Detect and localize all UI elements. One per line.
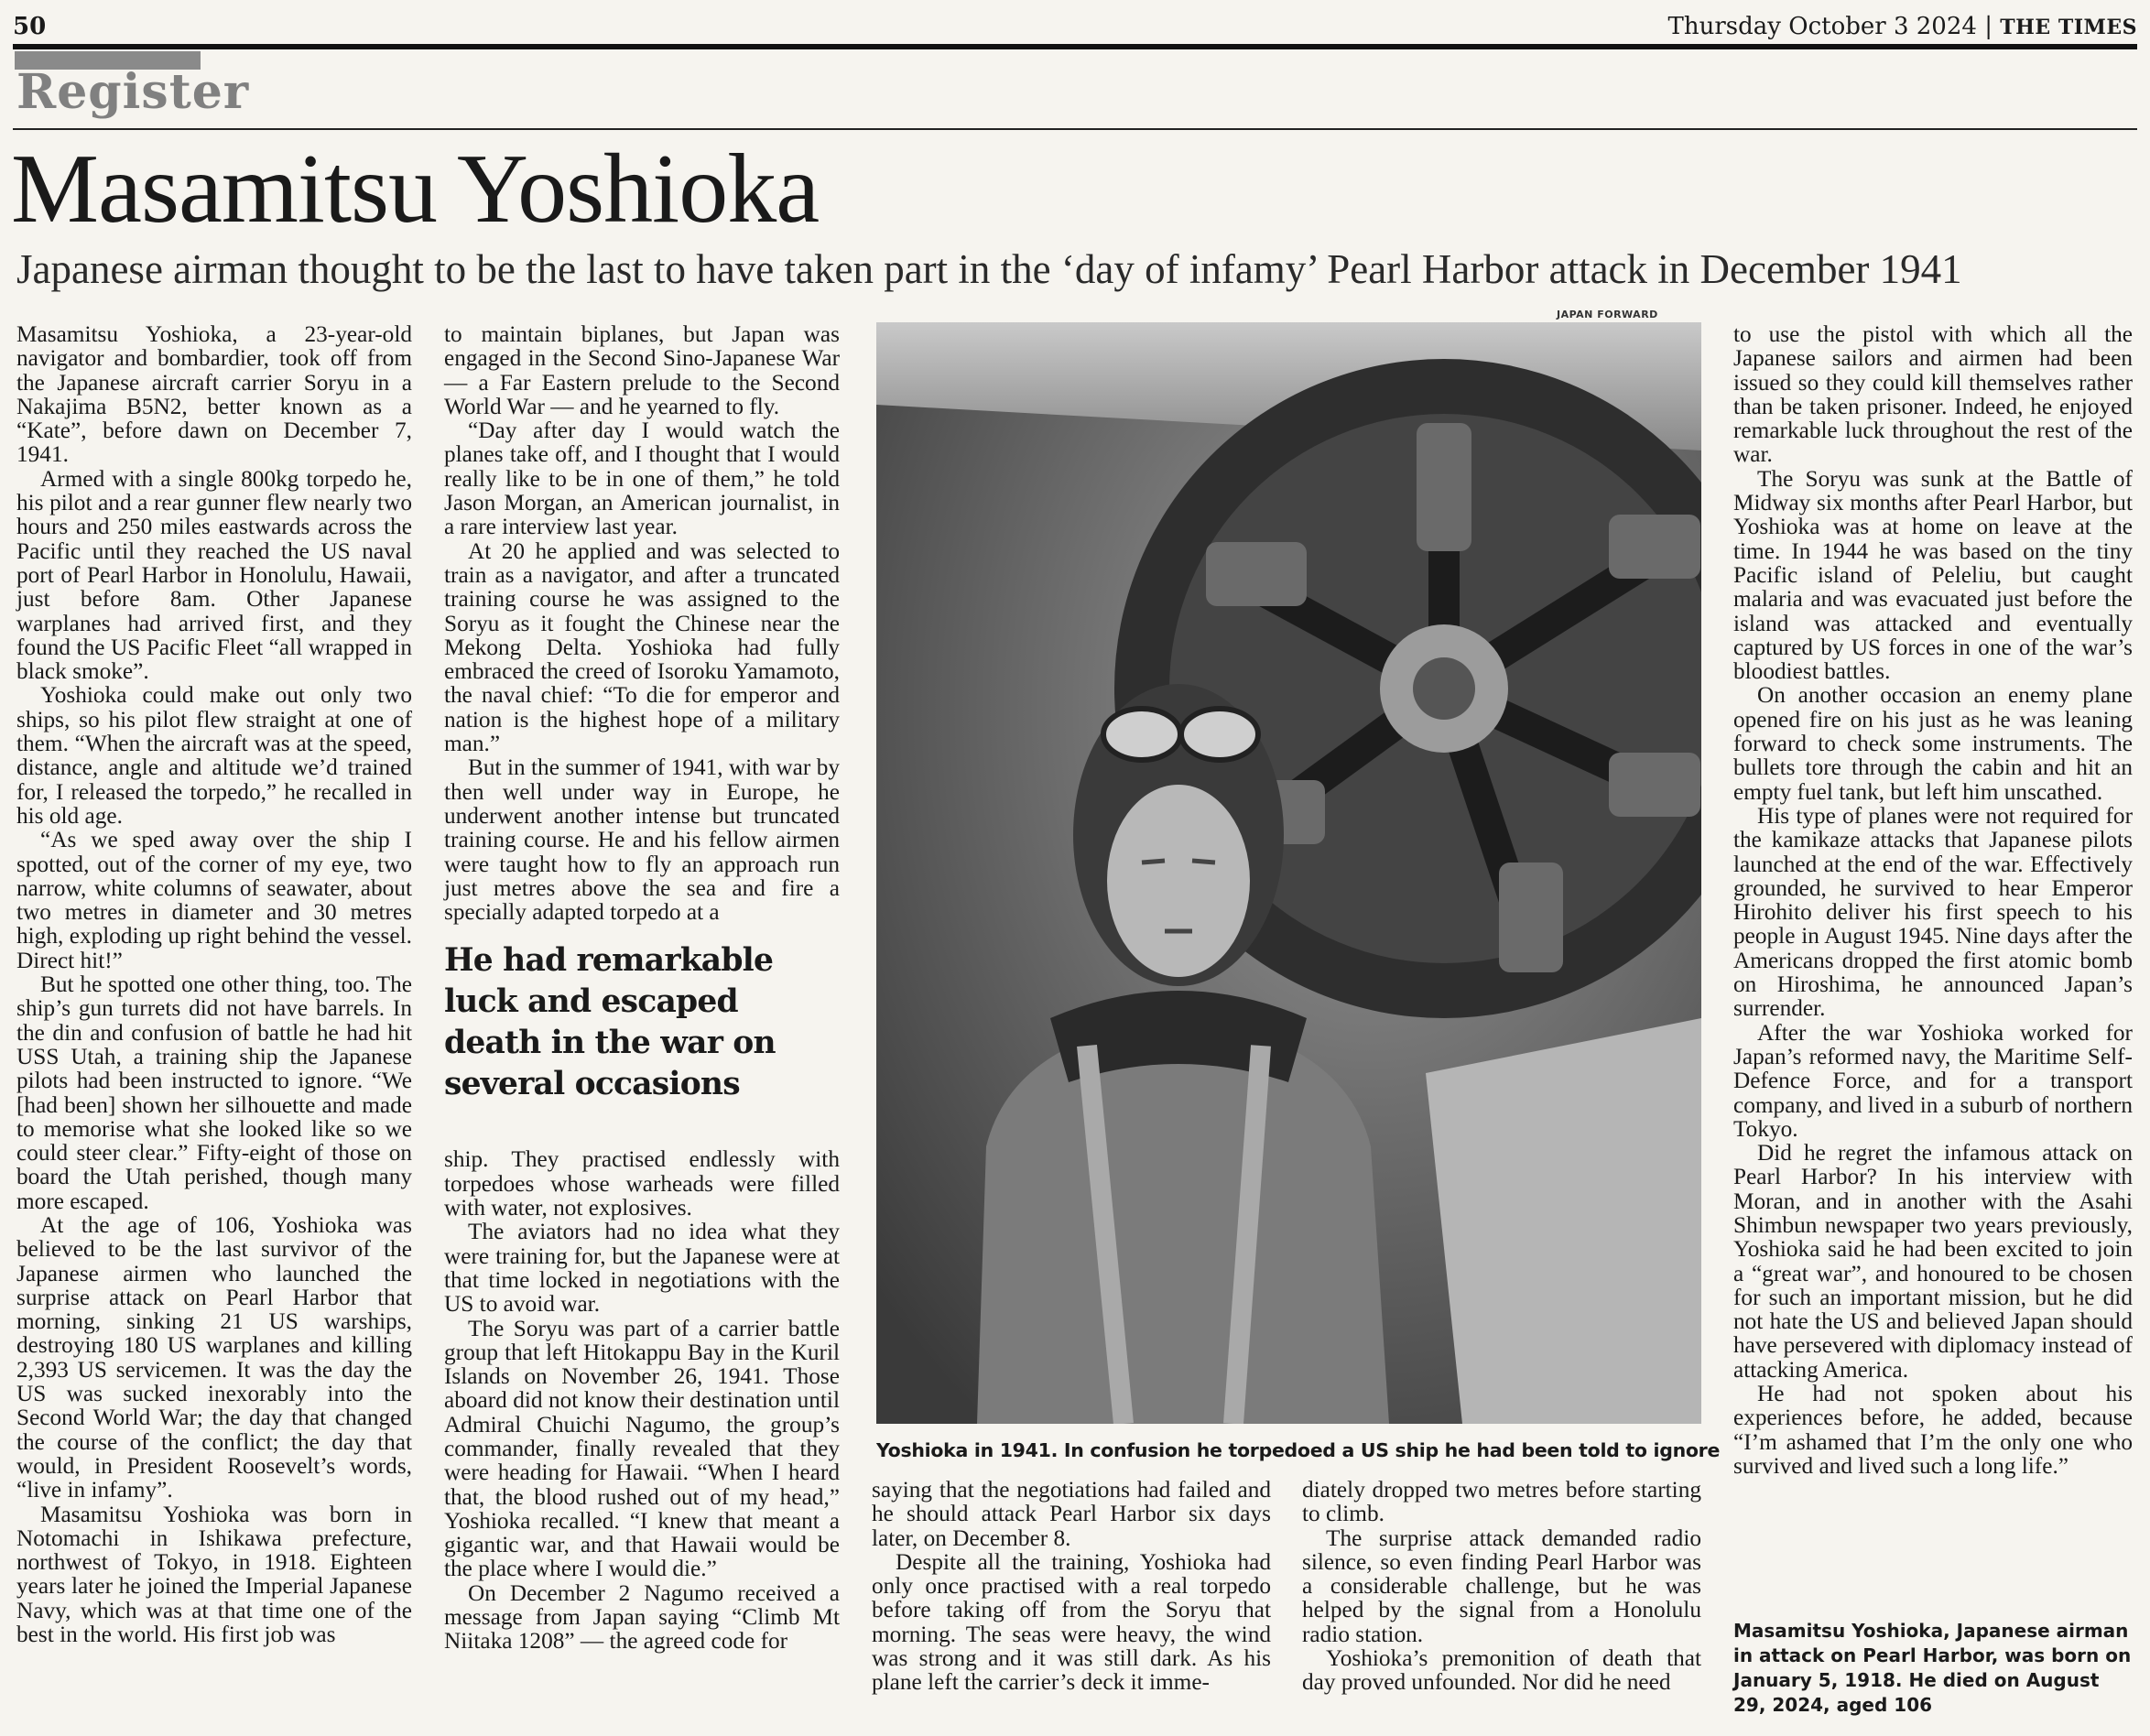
column-4 xyxy=(1302,1478,1701,1695)
paragraph: But in the summer of 1941, with war by then well under way in Europe, he underwent another intense but truncated training course. He and his fellow airmen were taught how to fly an approach run just metres above the sea and fire a specially adapted torpedo at a xyxy=(444,754,840,926)
paragraph: He had not spoken about his experiences before, he added, because “I’m ashamed that I’m the only one who survived and lived such a long life.” xyxy=(1733,1381,2133,1479)
obituary-footnote: Masamitsu Yoshioka, Japanese airman in attack on Pearl Harbor, was born on January 5, 1918. He died on August 29, 2024, aged 106 xyxy=(1733,1620,2132,1716)
masthead: THE TIMES xyxy=(2000,16,2137,39)
paragraph: to use the pistol with which all the Japanese sailors and airmen had been issued so they could kill themselves rather than be taken prisoner. Indeed, he enjoyed remarkable luck throughout the rest of the war. xyxy=(1733,321,2133,468)
paragraph: The surprise attack demanded radio silence, so even finding Pearl Harbor was a considerable challenge, but he was helped by the signal from a Honolulu radio station. xyxy=(1302,1524,1701,1647)
photo-caption: Yoshioka in 1941. In confusion he torpedoed a US ship he had been told to ignore xyxy=(876,1439,1721,1461)
paragraph: saying that the negotiations had failed and he should attack Pearl Harbor six days later, on December 8. xyxy=(872,1477,1271,1551)
paragraph: Armed with a single 800kg torpedo he, his pilot and a rear gunner flew nearly two hours and 250 miles eastwards across the Pacific until they reached the US naval port of Pearl Harbor in Honolulu, Hawaii, just before 8am. Other Japanese warplanes had arrived first, and they found the US Pacific Fleet “all wrapped in black smoke”. xyxy=(16,465,412,685)
paragraph: The aviators had no idea what they were training for, but the Japanese were at that time locked in negotiations with the US to avoid war. xyxy=(444,1219,840,1318)
paragraph: to maintain biplanes, but Japan was engaged in the Second Sino-Japanese War — a Far Eastern prelude to the Second World War — and he yearned to fly. xyxy=(444,321,840,419)
issue-date: Thursday October 3 2024 xyxy=(1667,13,1977,40)
photo-credit: JAPAN FORWARD xyxy=(1557,309,1658,320)
paragraph: diately dropped two metres before starting to climb. xyxy=(1302,1477,1701,1527)
paragraph: His type of planes were not required for the kamikaze attacks that Japanese pilots launched at the end of the war. Effectively grounded, he survived to hear Emperor Hirohito deliver his first speech to his people in August 1945. Nine days after the Americans dropped the first atomic bomb on Hiroshima, he announced Japan’s surrender. xyxy=(1733,802,2133,1022)
paragraph: On another occasion an enemy plane opened fire on his just as he was leaning forward to check some instruments. The bullets tore through the cabin and hit an empty fuel tank, but left him unscathed. xyxy=(1733,682,2133,805)
paragraph: Masamitsu Yoshioka, a 23-year-old navigator and bombardier, took off from the Japanese aircraft carrier Soryu in a Nakajima B5N2, better known as a “Kate”, before dawn on December 7, 1941. xyxy=(16,321,412,468)
portrait-photo xyxy=(876,322,1701,1424)
paragraph: On December 2 Nagumo received a message from Japan saying “Climb Mt Niitaka 1208” — the agreed code for xyxy=(444,1579,840,1655)
paragraph: Despite all the training, Yoshioka had only once practised with a real torpedo before taking off from the Soryu that morning. The seas were heavy, the wind was strong and it was still dark. As his plane left the carrier’s deck it imme- xyxy=(872,1548,1271,1696)
paragraph: At the age of 106, Yoshioka was believed to be the last survivor of the Japanese airmen who launched the surprise attack on Pearl Harbor that morning, sinking 21 US warships, destroying 180 US warplanes and killing 2,393 US servicemen. It was the day the US was sucked inexorably into the Second World War; the day that changed the course of the conflict; the day that would, in President Roosevelt’s words, “live in infamy”. xyxy=(16,1211,412,1503)
airman-photo-illustration xyxy=(876,322,1701,1424)
paragraph: ship. They practised endlessly with torpedoes whose warheads were filled with water, not explosives. xyxy=(444,1146,840,1221)
folio-separator: | xyxy=(1984,13,1993,40)
pull-quote: He had remarkable luck and escaped death in the war on several occasions xyxy=(444,942,776,1103)
page-number: 50 xyxy=(13,13,47,40)
standfirst: Japanese airman thought to be the last to have taken part in the ‘day of infamy’ Pearl Harbor attack in December 1941 xyxy=(16,246,1962,292)
paragraph: “As we sped away over the ship I spotted, out of the corner of my eye, two narrow, white columns of seawater, about two metres in diameter and 30 metres high, exploding up right behind the vessel. Direct hit!” xyxy=(16,827,412,973)
section-rule xyxy=(13,128,2137,130)
top-rule xyxy=(13,44,2137,49)
paragraph: At 20 he applied and was selected to train as a navigator, and after a truncated training course he was assigned to the Soryu as it fought the Chinese near the Mekong Delta. Yoshioka had fully embraced the creed of Isoroku Yamamoto, the naval chief: “To die for emperor and nation is the highest hope of a military man.” xyxy=(444,537,840,757)
paragraph: “Day after day I would watch the planes take off, and I thought that I would really like to be in one of them,” he told Jason Morgan, an American journalist, in a rare interview last year. xyxy=(444,418,840,540)
paragraph: Yoshioka could make out only two ships, so his pilot flew straight at one of them. “When the aircraft was at the speed, distance, angle and altitude we’d trained for, I released the torpedo,” he recalled in his old age. xyxy=(16,682,412,829)
paragraph: Did he regret the infamous attack on Pearl Harbor? In his interview with Moran, and in another with the Asahi Shimbun newspaper two years previously, Yoshioka said he had been excited to join a “great war”, and honoured to be chosen for such an important mission, but he did not hate the US and believed Japan should have persevered with diplomacy instead of attacking America. xyxy=(1733,1140,2133,1383)
paragraph: After the war Yoshioka worked for Japan’s reformed navy, the Maritime Self-Defence Force, and for a transport company, and lived in a suburb of northern Tokyo. xyxy=(1733,1019,2133,1142)
paragraph: Masamitsu Yoshioka was born in Notomachi in Ishikawa prefecture, northwest of Tokyo, in 1918. Eighteen years later he joined the Imperial Japanese Navy, which was at that time one of the best in the world. His first job was xyxy=(16,1501,412,1648)
column-1 xyxy=(16,322,412,1646)
paragraph: The Soryu was sunk at the Battle of Midway six months after Pearl Harbor, but Yoshioka was at home on leave at the time. In 1944 he was based on the tiny Pacific island of Peleliu, but caught malaria and was evacuated just before the island was attacked and eventually captured by US forces in one of the war’s bloodiest battles. xyxy=(1733,465,2133,685)
page-folio xyxy=(13,5,2137,40)
paragraph: But he spotted one other thing, too. The ship’s gun turrets did not have barrels. In the din and confusion of battle he had hit USS Utah, a training ship the Japanese pilots had been instructed to ignore. “We [had been] shown her silhouette and made to memorise what she looked like so we could steer clear.” Fifty-eight of those on board the Utah perished, though many more escaped. xyxy=(16,971,412,1214)
column-3 xyxy=(872,1478,1271,1695)
dateline xyxy=(1668,13,2137,40)
paragraph: Yoshioka’s premonition of death that day proved unfounded. Nor did he need xyxy=(1302,1645,1701,1696)
paragraph: The Soryu was part of a carrier battle group that left Hitokappu Bay in the Kuril Islands on November 26, 1941. Those aboard did not know their destination until Admiral Chuichi Nagumo, the group’s commander, finally revealed that they were heading for Hawaii. “When I heard that, the blood rushed out of my head,” Yoshioka recalled. “I knew that meant a gigantic war, and that Hawaii would be the place where I would die.” xyxy=(444,1315,840,1582)
column-2 xyxy=(444,322,840,1654)
section-label: Register xyxy=(16,64,250,120)
column-5 xyxy=(1733,322,2133,1478)
headline: Masamitsu Yoshioka xyxy=(11,135,820,244)
